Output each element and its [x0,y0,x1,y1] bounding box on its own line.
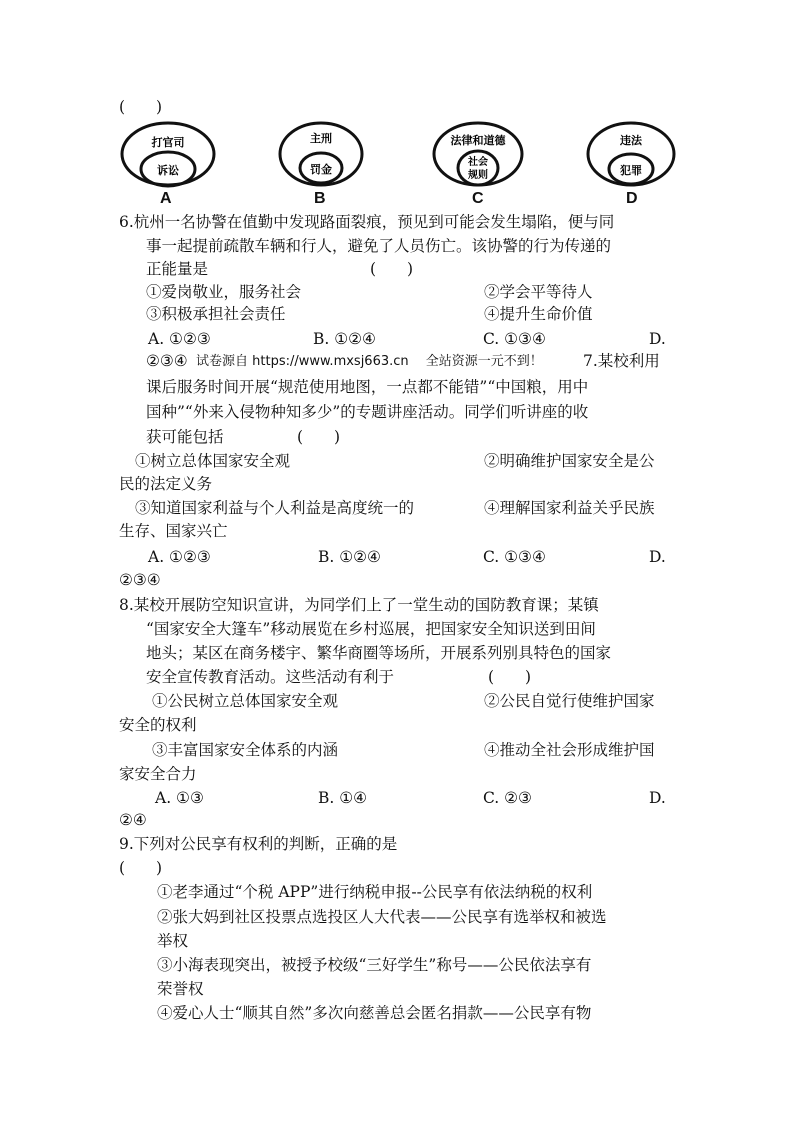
q7-choice-b: B. ①②④ [318,548,381,566]
q9-option-2-line1: ②张大妈到社区投票点选投区人大代表——公民享有选举权和被选 [157,908,607,926]
diagram-c-letter: C [472,190,484,207]
q9-option-1: ①老李通过“个税 APP”进行纳税申报--公民享有依法纳税的权利 [157,883,593,901]
q6-choice-d: D. [649,330,666,348]
diagram-a-letter: A [160,190,172,207]
q8-choice-b: B. ①④ [318,789,368,807]
q9-option-4: ④爱心人士“顺其自然”多次向慈善总会匿名捐款——公民享有物 [157,1004,592,1022]
q7-choice-a: A. ①②③ [148,548,211,566]
diagram-c-venn [430,118,526,190]
watermark-text: 试卷源自 https://www.mxsj663.cn 全站资源一元不到！ [196,354,543,369]
q6-stem-line3: 正能量是 [146,260,209,278]
q6-option-2: ②学会平等待人 [484,283,593,301]
q7-option-2-line1: ②明确维护国家安全是公 [484,452,655,470]
q8-choice-d-value: ②④ [119,811,147,829]
q6-option-3: ③积极承担社会责任 [146,305,286,323]
q8-answer-paren: ( ) [488,668,532,686]
q7-choice-d: D. [649,548,666,566]
q8-option-4-line1: ④推动全社会形成维护国 [484,741,655,759]
q8-stem-line1: 8.某校开展防空知识宣讲，为同学们上了一堂生动的国防教育课；某镇 [119,596,599,614]
q7-option-2-line2: 民的法定义务 [119,475,213,493]
q5-answer-paren: ( ) [119,98,163,116]
q6-choice-c: C. ①③④ [483,330,546,348]
q7-option-1: ①树立总体国家安全观 [135,452,291,470]
diagram-a-outer: 打官司 [151,136,185,149]
q8-choice-a: A. ①③ [155,789,204,807]
diagram-a-venn [118,118,218,190]
q8-option-2-line2: 安全的权利 [119,716,197,734]
q6-choice-a: A. ①②③ [148,330,211,348]
q8-option-1: ①公民树立总体国家安全观 [152,692,339,710]
q8-stem-line2: “国家安全大篷车”移动展览在乡村巡展，把国家安全知识送到田间 [146,620,596,638]
q7-stem-line1: 7.某校利用 [583,352,660,370]
diagram-d-letter: D [626,190,638,207]
q5-diagram-options [118,118,678,213]
diagram-c-outer: 法律和道德 [450,134,506,147]
diagram-b-outer: 主刑 [310,132,332,145]
q9-option-2-line2: 举权 [157,932,189,950]
q6-stem-line1: 6.杭州一名协警在值勤中发现路面裂痕，预见到可能会发生塌陷，便与同 [119,213,615,231]
q7-option-4-line2: 生存、国家兴亡 [119,522,228,540]
q6-option-4: ④提升生命价值 [484,305,593,323]
q8-choice-c: C. ②③ [483,789,532,807]
q7-choice-d-value: ②③④ [119,571,161,589]
q6-choice-d-value: ②③④ [146,352,188,370]
q8-stem-line3: 地头；某区在商务楼宇、繁华商圈等场所，开展系列别具特色的国家 [146,644,612,662]
q8-option-4-line2: 家安全合力 [119,765,197,783]
q8-option-3: ③丰富国家安全体系的内涵 [152,741,339,759]
q9-option-3-line2: 荣誉权 [157,980,204,998]
diagram-b-letter: B [314,190,326,207]
q9-answer-paren: ( ) [119,859,163,877]
diagram-a-inner: 诉讼 [157,164,179,177]
q7-answer-paren: ( ) [297,428,341,446]
q6-answer-paren: ( ) [370,260,414,278]
q8-stem-line4: 安全宣传教育活动。这些活动有利于 [146,668,395,686]
diagram-c-inner-line2: 规则 [468,170,488,181]
q7-choice-c: C. ①③④ [483,548,546,566]
diagram-d-inner: 犯罪 [620,164,642,177]
diagram-c-inner-line1: 社会 [468,157,488,168]
q9-stem: 9.下列对公民享有权利的判断，正确的是 [119,835,398,853]
q6-option-1: ①爱岗敬业，服务社会 [146,283,302,301]
q7-stem-line4: 获可能包括 [146,428,224,446]
q7-stem-line2: 课后服务时间开展“规范使用地图，一点都不能错”“中国粮，用中 [146,378,589,396]
diagram-b-inner: 罚金 [310,163,332,176]
q6-stem-line2: 事一起提前疏散车辆和行人，避免了人员伤亡。该协警的行为传递的 [146,237,612,255]
q7-option-3: ③知道国家利益与个人利益是高度统一的 [135,499,415,517]
diagram-b-venn [276,118,366,190]
diagram-d-outer: 违法 [620,134,642,147]
q6-choice-b: B. ①②④ [313,330,376,348]
q8-choice-d: D. [649,789,666,807]
diagram-d-venn [584,118,678,190]
q7-stem-line3: 国种”“外来入侵物种知多少”的专题讲座活动。同学们听讲座的收 [146,403,589,421]
q9-option-3-line1: ③小海表现突出，被授予校级“三好学生”称号——公民依法享有 [157,956,592,974]
q8-option-2-line1: ②公民自觉行使维护国家 [484,692,655,710]
q7-option-4-line1: ④理解国家利益关乎民族 [484,499,655,517]
